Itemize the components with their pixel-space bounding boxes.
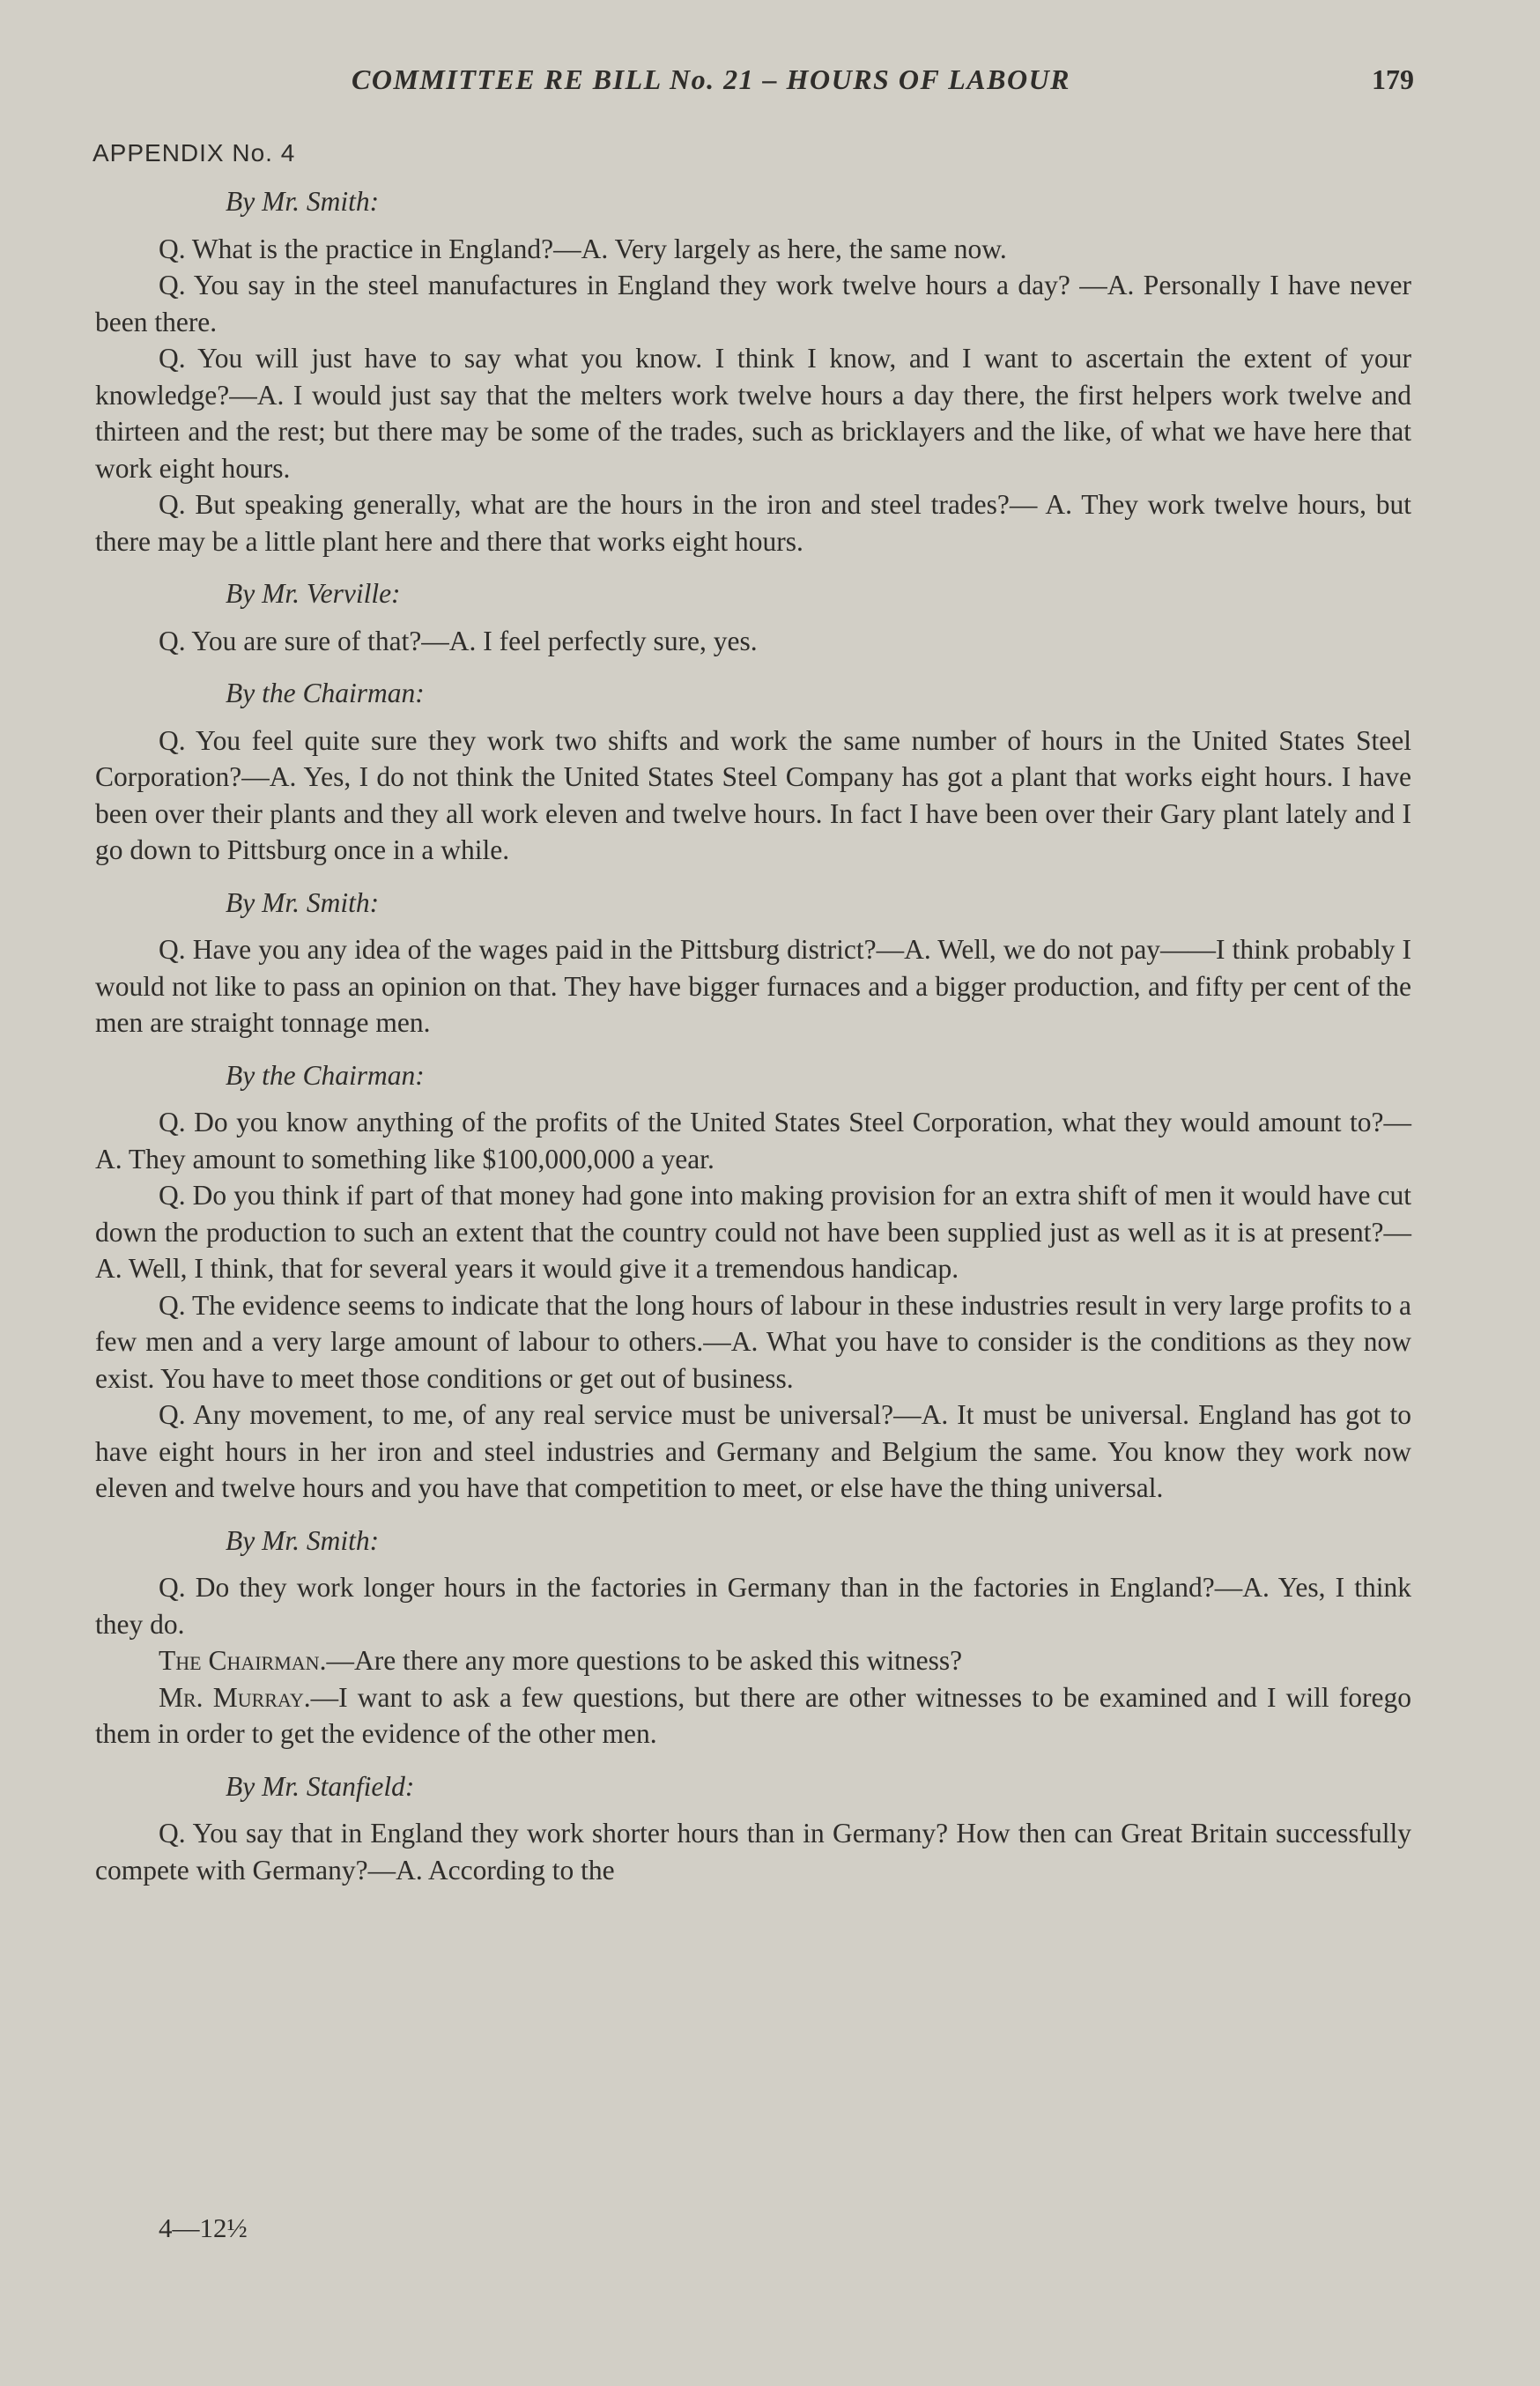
appendix-label: APPENDIX No. 4: [93, 139, 296, 167]
testimony-paragraph: Q. What is the practice in England?—A. Very largely as here, the same now.: [159, 233, 1007, 264]
speaker-heading: By the Chairman:: [226, 1059, 425, 1091]
testimony-paragraph: Q. Do they work longer hours in the factories in Germany than in the factories in England?—A. Yes, I think they do.: [95, 1572, 1411, 1640]
testimony-body: [95, 183, 1411, 1888]
testimony-paragraph: Q. Do you think if part of that money had gone into making provision for an extra shift of men it would have cut down the production to such an extent that the country could not have been supplied just as well as it is at present?—A. Well, I think, that for several years it would give it a tremendous handicap.: [95, 1180, 1411, 1284]
statement-text: —I want to ask a few questions, but there are other witnesses to be examined and I will forego them in order to get the evidence of the other men.: [95, 1681, 1412, 1749]
testimony-paragraph: Q. Have you any idea of the wages paid in the Pittsburg district?—A. Well, we do not pay——I think probably I would not like to pass an opinion on that. They have bigger furnaces and a bigger production, and fifty per cent of the men are straight tonnage men.: [95, 934, 1411, 1038]
speaker-name: The Chairman.: [159, 1645, 327, 1676]
speaker-heading: By Mr. Stanfield:: [226, 1770, 415, 1802]
testimony-paragraph: Q. You feel quite sure they work two shifts and work the same number of hours in the United States Steel Corporation?—A. Yes, I do not think the United States Steel Company has got a plant that works eight hours. I have been over their plants and they all work eleven and twelve hours. In fact I have been over their Gary plant lately and I go down to Pittsburg once in a while.: [95, 724, 1411, 865]
testimony-paragraph: Q. You will just have to say what you know. I think I know, and I want to ascertain the extent of your knowledge?—A. I would just say that the melters work twelve hours a day there, the first helpers work twelve and thirteen and the rest; but there may be some of the trades, such as bricklayers and the like, of what we have here that work eight hours.: [95, 343, 1411, 484]
page-header: [101, 63, 1414, 107]
speaker-heading: By Mr. Verville:: [226, 578, 401, 609]
speaker-name: Mr. Murray.: [159, 1681, 311, 1713]
testimony-paragraph: Q. You say in the steel manufactures in England they work twelve hours a day? —A. Personally I have never been there.: [95, 270, 1411, 337]
statement-text: —Are there any more questions to be asked this witness?: [326, 1645, 963, 1676]
signature-mark: 4—12½: [159, 2212, 248, 2243]
testimony-paragraph: Q. Any movement, to me, of any real service must be universal?—A. It must be universal. England has got to have eight hours in her iron and steel industries and Germany and Belgium the same. You know they work now eleven and twelve hours and you have that competition to meet, or else have the thing universal.: [95, 1399, 1411, 1503]
speaker-heading: By Mr. Smith:: [226, 1524, 380, 1556]
testimony-paragraph: Q. You are sure of that?—A. I feel perfectly sure, yes.: [159, 625, 758, 656]
speaker-heading: By Mr. Smith:: [226, 186, 380, 217]
speaker-heading: By Mr. Smith:: [226, 886, 380, 918]
testimony-paragraph: [95, 1679, 1411, 1752]
testimony-paragraph: [95, 1642, 1411, 1679]
testimony-paragraph: Q. The evidence seems to indicate that the long hours of labour in these industries result in very large profits to a few men and a very large amount of labour to others.—A. What you have to consider is the conditions as they now exist. You have to meet those conditions or get out of business.: [95, 1289, 1411, 1394]
testimony-paragraph: Q. You say that in England they work shorter hours than in Germany? How then can Great Britain successfully compete with Germany?—A. According to the: [95, 1818, 1411, 1886]
testimony-paragraph: Q. Do you know anything of the profits of the United States Steel Corporation, what they would amount to?—A. They amount to something like $100,000,000 a year.: [95, 1107, 1411, 1174]
running-title: COMMITTEE RE BILL No. 21 – HOURS OF LABOUR: [352, 63, 1071, 95]
speaker-heading: By the Chairman:: [226, 678, 425, 708]
testimony-paragraph: Q. But speaking generally, what are the hours in the iron and steel trades?— A. They work twelve hours, but there may be a little plant here and there that works eight hours.: [95, 489, 1411, 557]
page-number: 179: [1372, 63, 1414, 95]
